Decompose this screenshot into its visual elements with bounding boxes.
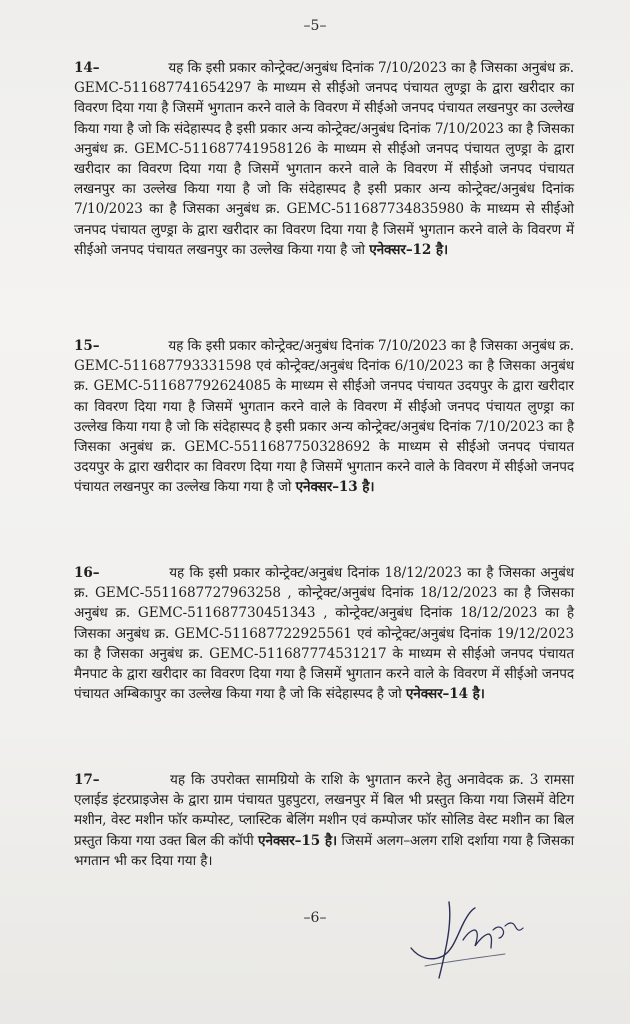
annexure-reference: एनेक्सर–14 है।	[405, 686, 485, 703]
paragraph-text: यह कि इसी प्रकार कोन्ट्रेक्ट/अनुबंध दिनांक 18/12/2023 का है जिसका अनुबंध क्र. GEMC-5511687727963258 , कोन्ट्रेक्ट/अनुबंध दिनांक 18/12/2023 का है जिसका अनुबंध क्र. GEMC-511687730451343 , कोन्ट्रेक्ट/अनुबंध दिनांक 18/12/2023 का है जिसका अनुबंध क्र. GEMC-511687722925561 एवं कोन्ट्रेक्ट/अनुबंध दिनांक 19/12/2023 का है जिसका अनुबंध क्र. GEMC-511687774531217 के माध्यम से सीईओ जनपद पंचायत मैनपाट के द्वारा खरीदार का विवरण दिया गया है जिसमें भुगतान करने वाले के विवरण में सीईओ जनपद पंचायत अम्बिकापुर का उल्लेख किया गया है जो कि संदेहास्पद है जो	[74, 565, 574, 703]
paragraph-tail-text: जिसमें अलग–अलग राशि दर्शाया गया है जिसका भगतान भी कर दिया गया है।	[74, 832, 574, 869]
paragraph-number: 17–	[74, 772, 100, 788]
page-number-top: –5–	[303, 18, 327, 34]
paragraph-number: 15–	[74, 338, 100, 354]
paragraph-14	[74, 58, 574, 260]
annexure-reference: एनेक्सर–12 है।	[369, 241, 449, 258]
handwritten-signature	[405, 896, 535, 984]
paragraph-text: यह कि इसी प्रकार कोन्ट्रेक्ट/अनुबंध दिनांक 7/10/2023 का है जिसका अनुबंध क्र. GEMC-511687793331598 एवं कोन्ट्रेक्ट/अनुबंध दिनांक 6/10/2023 का है जिसका अनुबंध क्र. GEMC-511687792624085 के माध्यम से सीईओ जनपद पंचायत उदयपुर के द्वारा खरीदार का विवरण दिया गया है जिसमें भुगतान करने वाले के विवरण में सीईओ जनपद पंचायत लुण्ड्रा का उल्लेख किया गया है जो कि संदेहास्पद है इसी प्रकार अन्य कोन्ट्रेक्ट/अनुबंध दिनांक 7/10/2023 का है जिसका अनुबंध क्र. GEMC-5511687750328692 के माध्यम से सीईओ जनपद पंचायत उदयपुर के द्वारा खरीदार का विवरण दिया गया है जिसमें भुगतान करने वाले के विवरण में सीईओ जनपद पंचायत लखनपुर का उल्लेख किया गया है जो	[74, 338, 574, 496]
paragraph-text: यह कि उपरोक्त सामग्रियो के राशि के भुगतान करने हेतु अनावेदक क्र. 3 रामसा एलाईड इंटरप्राइजेस के द्वारा ग्राम पंचायत पुहपुटरा, लखनपुर में बिल भी प्रस्तुत किया गया जिसमें वेटिग मशीन, वेस्ट मशीन फॉर कम्पोस्ट, प्लास्टिक बेलिंग मशीन एवं कम्पोजर फॉर सोलिड वेस्ट मशीन का बिल प्रस्तुत किया गया उक्त बिल की कॉपी	[74, 772, 574, 849]
paragraph-number: 16–	[74, 565, 100, 581]
paragraph-16	[74, 563, 574, 704]
paragraph-17	[74, 770, 574, 871]
paragraph-15	[74, 336, 574, 498]
paragraph-number: 14–	[74, 60, 100, 76]
annexure-reference: एनेक्सर–13 है।	[295, 479, 375, 496]
page-number-bottom: –6–	[303, 910, 327, 926]
annexure-reference: एनेक्सर–15 है।	[258, 832, 338, 849]
paragraph-text: यह कि इसी प्रकार कोन्ट्रेक्ट/अनुबंध दिनांक 7/10/2023 का है जिसका अनुबंध क्र. GEMC-511687741654297 के माध्यम से सीईओ जनपद पंचायत लुण्ड्रा के द्वारा खरीदार का विवरण दिया गया है जिसमें भुगतान करने वाले के विवरण में सीईओ जनपद पंचायत लखनपुर का उल्लेख किया गया है जो कि संदेहास्पद है इसी प्रकार अन्य कोन्ट्रेक्ट/अनुबंध दिनांक 7/10/2023 का है जिसका अनुबंध क्र. GEMC-511687741958126 के माध्यम से सीईओ जनपद पंचायत लुण्ड्रा के द्वारा खरीदार का विवरण दिया गया है जिसमें भुगतान करने वाले के विवरण में सीईओ जनपद पंचायत लखनपुर का उल्लेख किया गया है जो कि संदेहास्पद है इसी प्रकार अन्य कोन्ट्रेक्ट/अनुबंध दिनांक 7/10/2023 का है जिसका अनुबंध क्र. GEMC-511687734835980 के माध्यम से सीईओ जनपद पंचायत लुण्ड्रा के द्वारा खरीदार का विवरण दिया गया है जिसमें भुगतान करने वाले के विवरण में सीईओ जनपद पंचायत लखनपुर का उल्लेख किया गया है जो	[74, 60, 574, 258]
